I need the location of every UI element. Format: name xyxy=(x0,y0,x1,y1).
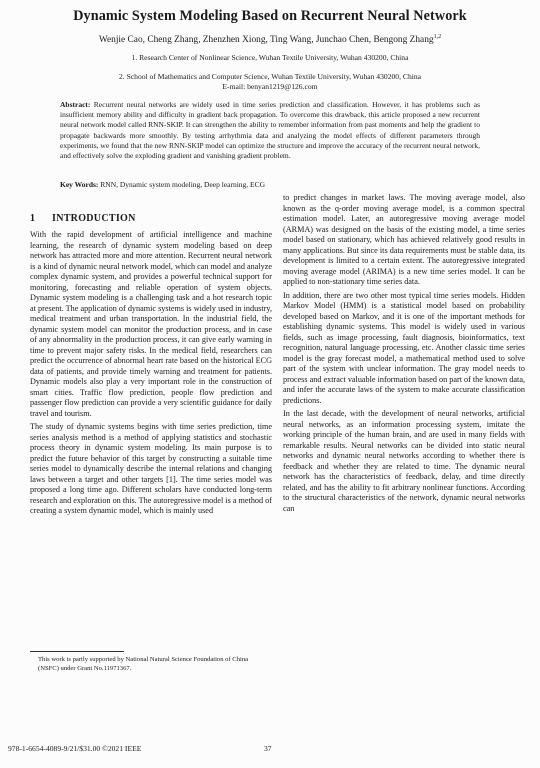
footer-isbn: 978-1-6654-4089-9/21/$31.00 ©2021 IEEE xyxy=(8,744,142,753)
author-superscript: 1,2 xyxy=(433,34,442,40)
left-column xyxy=(30,230,272,520)
footnote-divider xyxy=(30,651,124,652)
left-paragraph-1: With the rapid development of artificial intelligence and machine learning, the research of dynamic system modeling based on deep network has attracted more and more attention. Recurrent neural network is a kind of dynamic neural network model, which can model and analyze complex dynamic system, and provides a powerful technical support for monitoring, forecasting and reliable operation of system objects. Dynamic system modeling is a challenging task and a hot research topic at present. The application of dynamic systems is widely used in industry, medical treatment and urban transportation. In the industrial field, the dynamic system model can monitor the production process, and in case of any abnormality in the production process, it can give early warning in time to prevent major safety risks. In the medical field, researchers can predict the occurrence of abnormal heart rate based on the historical ECG data of patients, and provide timely warning and treatment for patients. Dynamic models also play a very important role in the construction of smart cities. Traffic flow prediction, people flow prediction and passenger flow prediction can provide a very scientific guidance for daily travel and tourism. xyxy=(30,230,272,418)
right-paragraph-1: to predict changes in market laws. The moving average model, also known as the q-order moving average model, is a common spectral estimation model. Later, an autoregressive moving average model (ARMA) was designed on the basis of the existing model, a time series model based on stationary, which has achieved relatively good results in many applications. But since its data requirements must be stable data, its development is limited to a certain extent. The autoregressive integrated moving average model (ARIMA) is a new time series model. It can be applied to non-stationary time series data. xyxy=(283,193,525,286)
keywords-text: RNN, Dynamic system modeling, Deep learning, ECG xyxy=(100,180,266,189)
abstract-text: Recurrent neural networks are widely used in time series prediction and classification. However, it has problems such as insufficient memory ability and difficulty in gradient back propagation. To overcome this drawback, this article proposed a new recurrent neural network model called RNN-SKIP. It can strengthen the ability to remember information from past moments and help the gradient to propagate backwards more smoothly. By testing arrhythmia data and analyzing the model effects of different parameters through experiments, we found that the new RNN-SKIP model can optimize the structure and improve the accuracy of the recurrent neural network, and effectively solve the exploding gradient and vanishing gradient problem. xyxy=(60,100,480,161)
author-list xyxy=(0,34,540,45)
abstract xyxy=(60,100,480,161)
page-number: 37 xyxy=(264,744,272,753)
author-names: Wenjie Cao, Cheng Zhang, Zhenzhen Xiong, Ting Wang, Junchao Chen, Bengong Zhang xyxy=(98,35,434,46)
affiliation-2: 2. School of Mathematics and Computer Science, Wuhan Textile University, Wuhan 430200, China xyxy=(118,72,422,81)
section-heading xyxy=(30,213,136,224)
keywords xyxy=(60,180,480,189)
keywords-label: Key Words: xyxy=(60,180,99,189)
right-paragraph-3: In the last decade, with the development of neural networks, artificial neural networks, as an information processing system, imitate the working principle of the human brain, and are used in many fields with remarkable results. Neural networks can be divided into static neural networks and dynamic neural networks according to whether there is feedback and whether they are related to time. The dynamic neural network has the characteristics of feedback, delay, and time directly related, and has the ability to fit arbitrary nonlinear functions. According to the structural characteristics of the network, dynamic neural networks can xyxy=(283,409,525,513)
abstract-label: Abstract: xyxy=(60,100,91,109)
right-paragraph-2: In addition, there are two other most typical time series models. Hidden Markov Model (HMM) is a statistical model based on probability developed based on Markov, and it is one of the important methods for establishing dynamic systems. This model is widely used in various fields, such as image processing, fault diagnosis, bioinformatics, text recognition, natural language processing, etc. Another classic time series model is the gray forecast model, a mathematical method used to solve part of the system with unclear information. The gray model needs to process and extract valuable information based on part of the known data, and infer the accurate laws of the system to make accurate classification predictions. xyxy=(283,290,525,405)
section-title: INTRODUCTION xyxy=(52,213,136,224)
affiliation-1: 1. Research Center of Nonlinear Science, Wuhan Textile University, Wuhan 430200, China xyxy=(131,53,409,62)
footnote: This work is partly supported by National Natural Science Foundation of China (NSFC) under Grant No.11971367. xyxy=(38,656,249,672)
author-email: E-mail: benyan1219@126.com xyxy=(222,82,318,91)
left-paragraph-2: The study of dynamic systems begins with time series prediction, time series analysis method is a method of applying statistics and stochastic process theory in dynamic system modeling. Its main purpose is to predict the future behavior of this target by constructing a suitable time series model to dynamically describe the internal relations and changing laws between a target and other targets [1]. The time series model was proposed a long time ago. Different scholars have conducted long-term research and exploration on this. The autoregressive model is a method of creating a system dynamic model, which is mainly used xyxy=(30,422,272,515)
section-number: 1 xyxy=(30,213,36,224)
right-column xyxy=(283,193,525,517)
paper-title: Dynamic System Modeling Based on Recurrent Neural Network xyxy=(73,8,467,24)
